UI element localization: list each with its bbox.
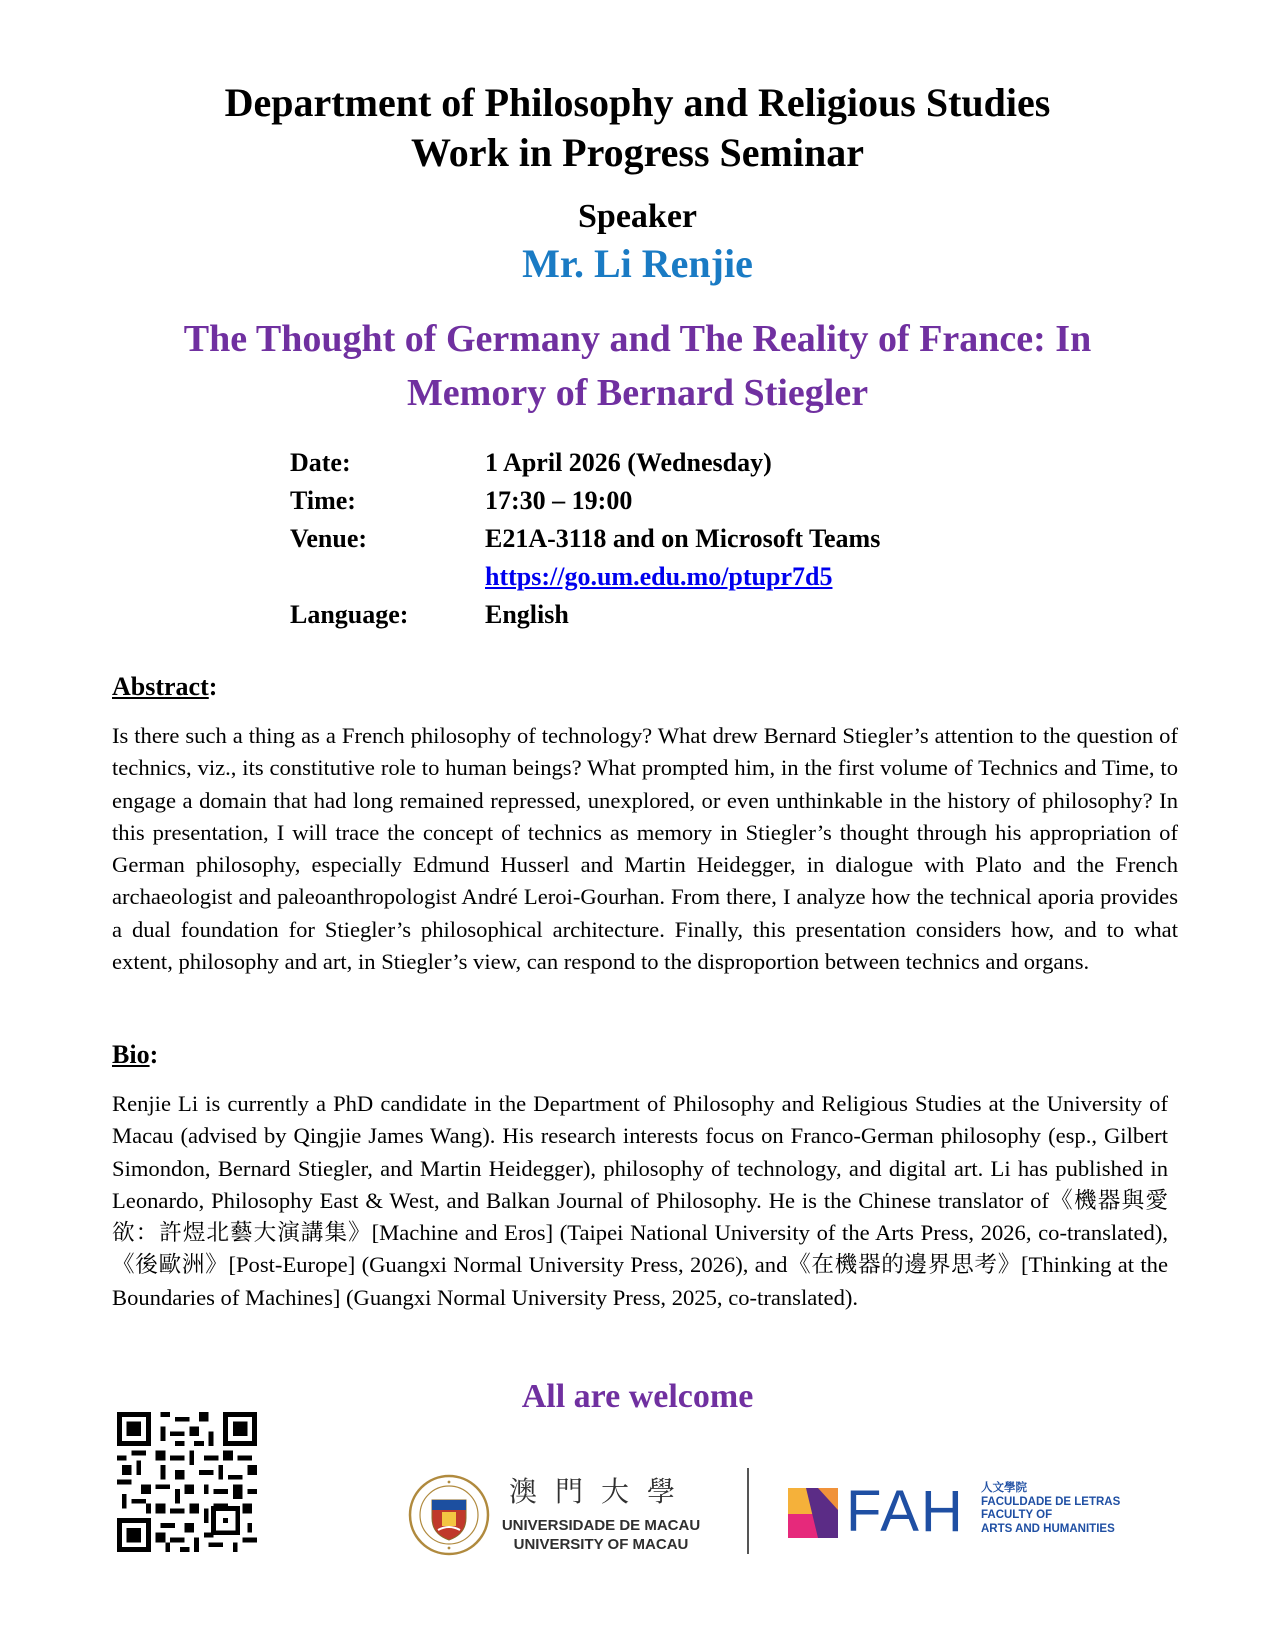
- language-label: Language:: [290, 600, 409, 629]
- um-portuguese-name: UNIVERSIDADE DE MACAU: [501, 1517, 701, 1534]
- venue-value: E21A-3118 and on Microsoft Teams: [485, 524, 881, 553]
- date-row: [290, 448, 880, 486]
- um-chinese-name: 澳門大學: [508, 1475, 693, 1508]
- fah-wordmark: FAH: [846, 1479, 965, 1544]
- abstract-heading-text: Abstract: [112, 672, 209, 701]
- fah-portuguese-name: FACULDADE DE LETRAS: [981, 1495, 1121, 1508]
- venue-label: Venue:: [290, 524, 368, 553]
- fah-chinese-name: 人文學院: [981, 1482, 1027, 1494]
- fah-english-name-2: ARTS AND HUMANITIES: [981, 1522, 1115, 1535]
- language-value: English: [485, 600, 569, 629]
- venue-link-row: [290, 562, 880, 600]
- welcome-message: All are welcome: [521, 1378, 754, 1415]
- university-of-macau-wordmark: [496, 1470, 706, 1554]
- bio-text: Renjie Li is currently a PhD candidate in the Department of Philosophy and Religious Studies at the University of Macau (advised by Qingjie James Wang). His research interests focus on Franco-German philosophy (esp., Gilbert Simondon, Bernard Stiegler, and Martin Heidegger), philosophy of technology, and digital art. Li has published in Leonardo, Philosophy East & West, and Balkan Journal of Philosophy. He is the Chinese translator of《機器與愛欲：許煜北藝大演講集》[Machine and Eros] (Taipei National University of the Arts Press, 2026, co-translated),《後歐洲》[Post-Europe] (Guangxi Normal University Press, 2026), and《在機器的邊界思考》[Thinking at the Boundaries of Machines] (Guangxi Normal University Press, 2025, co-translated).: [112, 1091, 1168, 1310]
- bio-heading-text: Bio: [112, 1040, 150, 1069]
- talk-title: The Thought of Germany and The Reality of France: In Memory of Bernard Stiegler: [183, 318, 1092, 414]
- fah-logo-icon: [788, 1488, 838, 1538]
- fah-faculty-name: [981, 1482, 1120, 1536]
- time-label: Time:: [290, 486, 356, 515]
- time-value: 17:30 – 19:00: [485, 486, 633, 515]
- university-of-macau-seal-icon: [408, 1474, 490, 1556]
- venue-row: [290, 524, 880, 562]
- qr-code-icon[interactable]: [117, 1412, 257, 1552]
- bio-heading: Bio:: [112, 1040, 159, 1069]
- time-row: [290, 486, 880, 524]
- seminar-name: Work in Progress Seminar: [411, 130, 864, 175]
- abstract-heading: Abstract:: [112, 672, 218, 701]
- um-english-name: UNIVERSITY OF MACAU: [513, 1536, 689, 1553]
- date-value: 1 April 2026 (Wednesday): [485, 448, 772, 477]
- abstract-text: Is there such a thing as a French philosophy of technology? What drew Bernard Stiegler’s attention to the question of technics, viz., its constitutive role to human beings? What prompted him, in the first volume of Technics and Time, to engage a domain that had long remained repressed, unexplored, or even unthinkable in the history of philosophy? In this presentation, I will trace the concept of technics as memory in Stiegler’s thought through his appropriation of German philosophy, especially Edmund Husserl and Martin Heidegger, in dialogue with Plato and the French archaeologist and paleoanthropologist André Leroi-Gourhan. From there, I analyze how the technical aporia provides a dual foundation for Stiegler’s philosophical architecture. Finally, this presentation considers how, and to what extent, philosophy and art, in Stiegler’s view, can respond to the disproportion between technics and organs.: [112, 723, 1178, 975]
- department-heading: [0, 78, 1275, 178]
- logo-divider: [747, 1468, 749, 1554]
- event-details: [290, 448, 880, 638]
- date-label: Date:: [290, 448, 351, 477]
- speaker-name: Mr. Li Renjie: [522, 241, 753, 286]
- teams-link[interactable]: https://go.um.edu.mo/ptupr7d5: [485, 562, 833, 591]
- fah-english-name-1: FACULTY OF: [981, 1509, 1053, 1521]
- language-row: [290, 600, 880, 638]
- department-name: Department of Philosophy and Religious Studies: [224, 80, 1051, 125]
- speaker-label: Speaker: [578, 198, 697, 235]
